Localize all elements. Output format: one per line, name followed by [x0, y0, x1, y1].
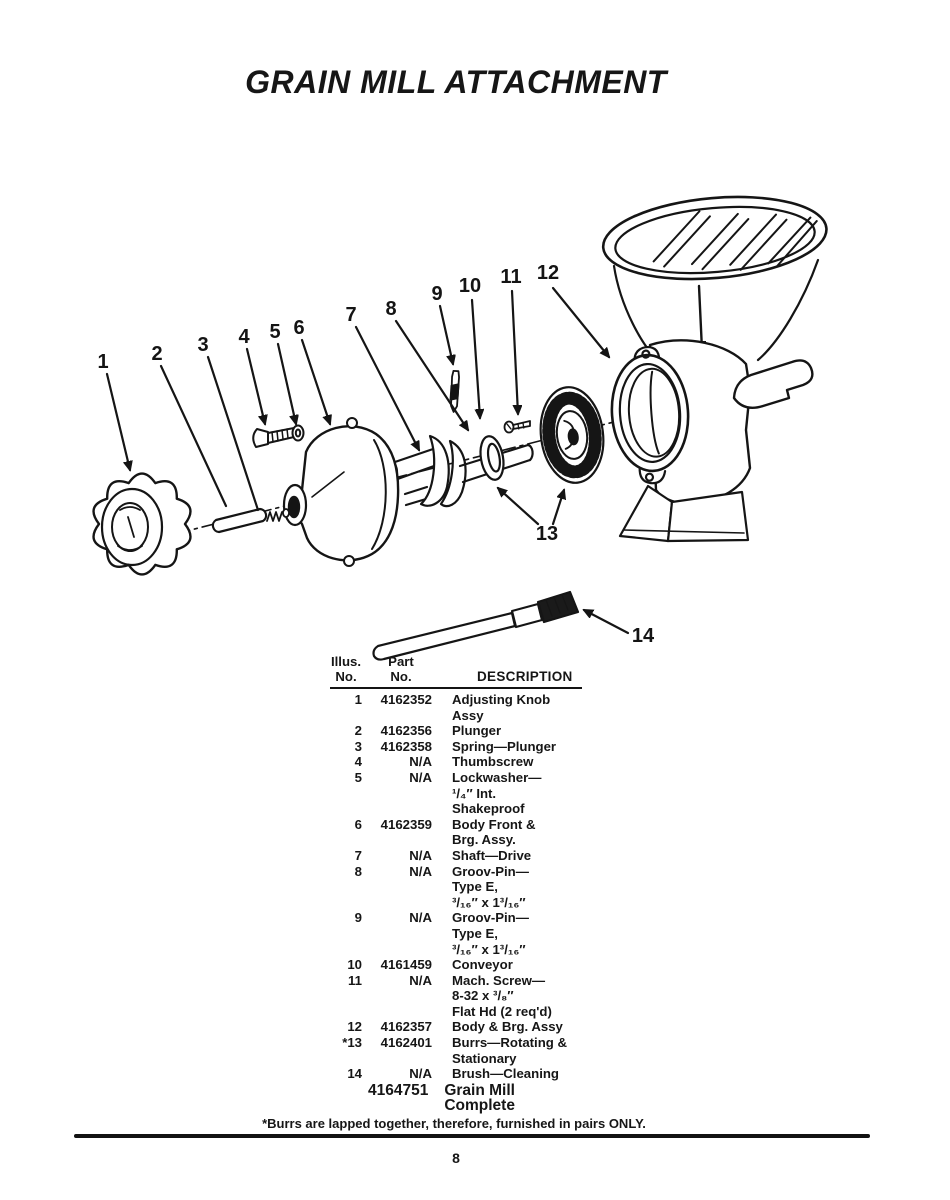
table-row: [330, 770, 582, 817]
description-line: Adjusting Knob: [452, 692, 551, 707]
illus-no-cell: 11: [348, 972, 362, 988]
callout-14: 14: [631, 625, 655, 647]
callout-5: 5: [269, 321, 281, 343]
complete-label: Grain Mill Complete: [444, 1081, 515, 1115]
description-cell: [440, 817, 582, 848]
description-line: Brg. Assy.: [452, 832, 516, 848]
description-cell: [440, 739, 582, 755]
illus-no-cell: 2: [354, 723, 362, 739]
part-no-header: [370, 654, 432, 684]
description-line: Body & Brg. Assy: [452, 1019, 563, 1035]
page-title: GRAIN MILL ATTACHMENT: [245, 64, 667, 100]
machine-screw-part: [505, 421, 531, 433]
description-line: Stationary: [452, 1050, 517, 1066]
lockwasher-part: [293, 426, 304, 441]
description-header: DESCRIPTION: [477, 669, 573, 684]
parts-table: [330, 654, 582, 1114]
rotating-burr-part: [477, 434, 506, 481]
spring-part: [267, 509, 289, 521]
description-cell: [440, 754, 582, 770]
description-cell: [440, 973, 582, 1020]
table-row: [330, 973, 582, 1020]
illus-no-cell: 9: [354, 910, 362, 926]
callout-7: 7: [345, 304, 357, 326]
part-no-cell: 4162352: [380, 692, 432, 707]
part-no-cell: N/A: [409, 972, 432, 988]
table-row: [330, 1035, 582, 1066]
table-row: [330, 739, 582, 755]
description-line: Groov-Pin—: [452, 863, 529, 879]
illus-no-cell: 14: [347, 1066, 362, 1082]
illus-no-header: [330, 654, 362, 684]
illus-header-line2: No.: [335, 669, 357, 684]
part-no-cell: N/A: [409, 863, 432, 879]
description-line: Spring—Plunger: [452, 738, 557, 754]
cleaning-brush-part: [374, 592, 579, 660]
part-header-line2: No.: [390, 669, 412, 684]
illus-no-cell: 8: [354, 863, 362, 879]
description-cell: [440, 770, 582, 817]
illus-no-cell: 7: [354, 847, 362, 863]
callout-12: 12: [536, 262, 560, 284]
callout-11: 11: [500, 266, 522, 288]
description-line: ³/₁₆″ x 1³/₁₆″: [452, 941, 526, 957]
description-cell: [440, 957, 582, 973]
table-row: [330, 817, 582, 848]
plunger-part: [213, 509, 266, 532]
illus-header-line1: Illus.: [330, 654, 362, 669]
illus-no-cell: 5: [354, 769, 362, 785]
illus-no-cell: 4: [354, 754, 362, 770]
table-row: [330, 1019, 582, 1035]
table-row: [330, 848, 582, 864]
description-cell: [440, 864, 582, 911]
table-row: [330, 957, 582, 973]
illus-no-cell: 6: [354, 816, 362, 832]
description-line: Assy: [452, 707, 484, 723]
description-line: Plunger: [452, 723, 502, 739]
illus-no-cell: 12: [347, 1019, 362, 1035]
callout-6: 6: [293, 317, 305, 339]
callout-3: 3: [197, 334, 209, 356]
callout-8: 8: [385, 298, 397, 320]
table-row: [330, 1066, 582, 1082]
description-line: Burrs—Rotating &: [452, 1035, 568, 1051]
description-line: Thumbscrew: [452, 754, 534, 770]
thumbscrew-part: [253, 428, 294, 447]
table-row: [330, 723, 582, 739]
description-line: Lockwasher—: [452, 769, 542, 785]
description-line: Type E,: [452, 879, 498, 895]
description-line: Conveyor: [452, 957, 513, 973]
part-no-cell: N/A: [409, 769, 432, 785]
page-number: 8: [452, 1150, 460, 1166]
table-row: [330, 864, 582, 911]
illus-no-cell: 10: [347, 957, 362, 973]
part-no-cell: 4161459: [380, 957, 432, 973]
stationary-burr-part: [535, 384, 608, 487]
part-no-cell: N/A: [409, 754, 432, 770]
complete-part-no: 4164751: [368, 1081, 429, 1099]
description-cell: [440, 692, 582, 723]
description-line: Shakeproof: [452, 801, 525, 817]
description-cell: [440, 848, 582, 864]
description-cell: [440, 1066, 582, 1082]
part-no-cell: 4162359: [380, 816, 432, 832]
callout-1: 1: [97, 351, 109, 373]
description-cell: [440, 910, 582, 957]
part-header-line1: Part: [388, 654, 414, 669]
hopper-part: [600, 188, 830, 364]
callout-4: 4: [238, 326, 250, 348]
description-line: ¹/₄″ Int.: [452, 785, 497, 801]
part-no-cell: N/A: [409, 1066, 432, 1082]
feed-direction-arrow: [699, 286, 702, 350]
callout-13: 13: [535, 523, 559, 545]
description-line: Flat Hd (2 req'd): [452, 1003, 552, 1019]
description-line: Mach. Screw—: [452, 972, 546, 988]
illus-no-cell: 1: [354, 692, 362, 707]
bottom-rule: [74, 1134, 870, 1138]
callout-2: 2: [151, 343, 163, 365]
part-no-cell: 4162356: [380, 723, 432, 739]
callout-9: 9: [431, 283, 443, 305]
description-line: Type E,: [452, 925, 498, 941]
description-line: ³/₁₆″ x 1³/₁₆″: [452, 894, 526, 910]
parts-table-header: [330, 654, 582, 689]
part-no-cell: N/A: [409, 847, 432, 863]
description-line: 8-32 x ³/₈″: [452, 988, 514, 1004]
part-no-cell: 4162358: [380, 738, 432, 754]
footnote: *Burrs are lapped together, therefore, furnished in pairs ONLY.: [262, 1116, 646, 1131]
table-row: [330, 910, 582, 957]
part-no-cell: 4162357: [380, 1019, 432, 1035]
callout-10: 10: [458, 275, 482, 297]
grain-mill-complete-row: [368, 1083, 582, 1114]
parts-table-body: [330, 692, 582, 1082]
description-cell: [440, 1035, 582, 1066]
description-line: Brush—Cleaning: [452, 1066, 559, 1082]
description-cell: [440, 723, 582, 739]
description-line: Shaft—Drive: [452, 847, 532, 863]
adjusting-knob-part: [94, 474, 191, 575]
description-cell: [440, 1019, 582, 1035]
table-row: [330, 692, 582, 723]
table-row: [330, 754, 582, 770]
description-line: Body Front &: [452, 816, 536, 832]
description-line: Groov-Pin—: [452, 910, 529, 926]
part-no-cell: N/A: [409, 910, 432, 926]
part-no-cell: 4162401: [380, 1035, 432, 1051]
illus-no-cell: 3: [354, 738, 362, 754]
illus-no-cell: *13: [342, 1035, 362, 1051]
